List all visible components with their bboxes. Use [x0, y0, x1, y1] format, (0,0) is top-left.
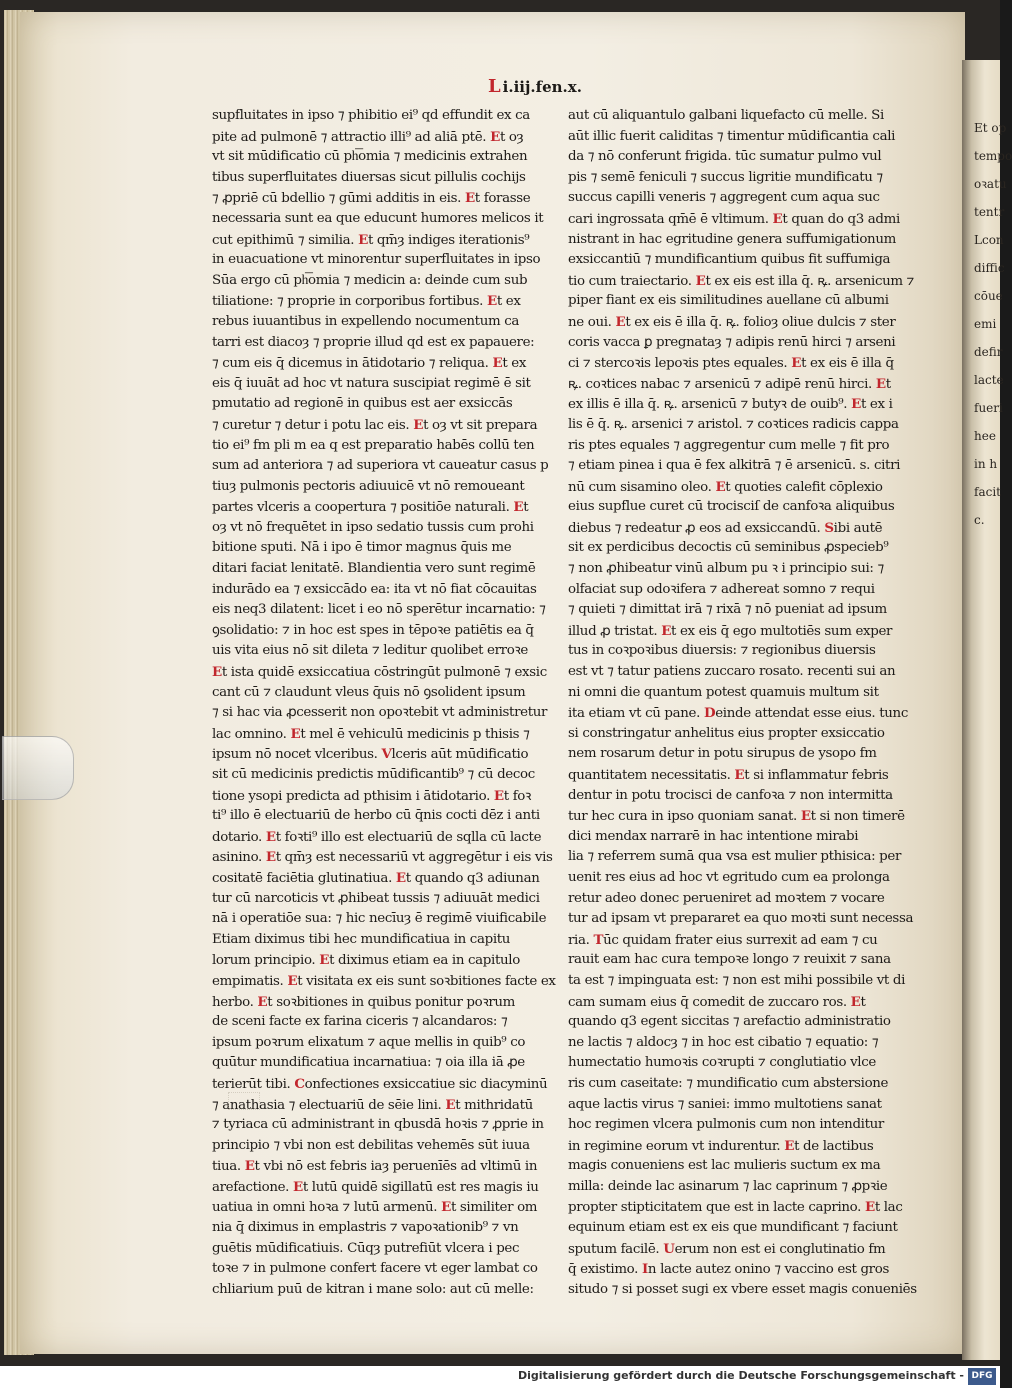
- text-line: diebus ⁊ redeatur ꝓ eos ad exsiccandū. Sibi autē: [568, 519, 883, 536]
- text-line: tiliatione: ⁊ proprie in corporibus fortibus. Et ex: [212, 293, 521, 310]
- text-line: cam sumam eius q̄ comedit de zuccaro ros. Et: [568, 993, 866, 1010]
- text-line: humectatio humoꝛis coꝛrupti ⁊ conglutiatio vlce: [568, 1055, 876, 1071]
- text-line: tur cū narcoticis vt ꝓhibeat tussis ⁊ adiuuāt medici: [212, 890, 540, 906]
- footer-text: Digitalisierung gefördert durch die Deutsche Forschungsgemeinschaft -: [517, 1369, 964, 1382]
- text-line: aque lactis virus ⁊ saniei: immo multotiens sanat: [568, 1096, 882, 1112]
- running-head: [488, 76, 648, 102]
- text-line: ni omni die quantum potest quamuis multum sit: [568, 684, 879, 700]
- text-line: herbo. Et soꝛbitiones in quibus ponitur poꝛrum: [212, 993, 516, 1010]
- text-line: principio ⁊ vbi non est debilitas vehemēs sūt iuua: [212, 1137, 530, 1153]
- text-line: ti⁹ illo ē electuariū de herbo cū q̄nis cocti dēz i anti: [212, 808, 540, 824]
- text-line: ris cum caseitate: ⁊ mundificatio cum abstersione: [568, 1075, 889, 1091]
- text-line: lorum principio. Et diximus etiam ea in capitulo: [212, 952, 520, 969]
- text-line: cositatē faciētia glutinatiua. Et quando q3 adiunan: [212, 869, 540, 886]
- text-line: hoc regimen vlcera pulmonis cum non intenditur: [568, 1117, 884, 1133]
- text-line: pmutatio ad regionē in quibus est aer exsiccās: [212, 396, 513, 412]
- text-line: ⁊ quieti ⁊ dimittat irā ⁊ rixā ⁊ nō pueniat ad ipsum: [568, 602, 887, 618]
- next-page-edge: [962, 60, 1012, 1360]
- text-line: propter stipticitatem que est in lacte caprino. Et lac: [568, 1199, 903, 1216]
- text-line: tur ad ipsam vt prepararet ea quo moꝛti sunt necessa: [568, 911, 914, 927]
- text-line: ris ptes equales ⁊ aggregentur cum melle ⁊ fit pro: [568, 437, 890, 453]
- text-line: oȝ vt nō frequētet in ipso sedatio tussis cum prohi: [212, 519, 534, 535]
- text-line: pis ⁊ semē feniculi ⁊ succus ligritie mundificatu ⁊: [568, 169, 883, 185]
- text-line: nem rosarum detur in potu sirupus de ysopo fm: [568, 746, 877, 762]
- text-line: ⁊ tyriaca cū administrant in qbusdā hoꝛis ⁊ ꝓprie in: [212, 1117, 544, 1133]
- plastic-clip: [2, 736, 74, 800]
- text-line: lis ē q̄. ꝶ. arsenici ⁊ aristol. ⁊ coꝛtices radicis cappa: [568, 416, 899, 432]
- text-line: tiuȝ pulmonis pectoris adiuuicē vt nō remoueant: [212, 478, 525, 494]
- next-page-fragment: fueri: [974, 401, 1003, 415]
- next-page-fragment: facit: [974, 485, 1001, 499]
- text-line: toꝛe ⁊ in pulmone confert facere vt eger lambat co: [212, 1261, 538, 1277]
- text-line: ditari faciat lenitatē. Blandientia vero sunt regimē: [212, 561, 536, 577]
- text-line: ⁊ si hac via ꝓcesserit non opoꝛtebit vt administretur: [212, 705, 548, 721]
- text-line: retur adeo donec perueniret ad moꝛtem ⁊ vocare: [568, 890, 885, 906]
- text-line: empimatis. Et visitata ex eis sunt soꝛbitiones facte ex: [212, 972, 556, 989]
- running-head-rubric: L: [488, 76, 501, 97]
- text-line: partes vlceris a coopertura ⁊ positiōe naturali. Et: [212, 499, 529, 516]
- text-line: ⁊ etiam pinea i qua ē fex alkitrā ⁊ ē arsenicū. s. citri: [568, 458, 901, 474]
- text-line: rauit eam hac cura tempoꝛe longo ⁊ reuixit ⁊ sana: [568, 952, 891, 968]
- text-line: tus in coꝛpoꝛibus diuersis: ⁊ regionibus diuersis: [568, 643, 876, 659]
- running-head-text: i.iij.fen.x.: [502, 78, 582, 96]
- next-page-fragment: lacte: [974, 373, 1004, 387]
- text-line: uis vita eius nō sit dileta ⁊ leditur quolibet erroꝛe: [212, 643, 528, 659]
- text-line: olfaciat sup odoꝛifera ⁊ adhereat somno ⁊ requi: [568, 581, 875, 597]
- next-page-fragment: c.: [974, 513, 985, 527]
- text-line: ⁊ ꝓpriē cū bdellio ⁊ gūmi additis in eis. Et forasse: [212, 190, 531, 207]
- text-line: ⁊ cum eis q̄ dicemus in ātidotario ⁊ reliqua. Et ex: [212, 355, 527, 372]
- text-line: ⁊ non ꝓhibeatur vinū album pu ꝛ i principio sui: ⁊: [568, 561, 884, 577]
- text-line: terierūt tibi. Confectiones exsiccatiue sic diacyminū: [212, 1075, 548, 1092]
- text-line: in euacuatione vt minorentur superfluitates in ipso: [212, 252, 541, 268]
- next-page-fragment: in h: [974, 457, 998, 471]
- text-line: aut cū aliquantulo galbani liquefacto cū melle. Si: [568, 108, 884, 123]
- text-line: cut epithimū ⁊ similia. Et qm̄ȝ indiges iterationis⁹: [212, 231, 530, 248]
- text-line: ⁊ curetur ⁊ detur i potu lac eis. Et oȝ vt sit prepara: [212, 416, 538, 433]
- next-page-fragment: Et op: [974, 121, 1007, 135]
- text-line: eis neq3 dilatent: licet i eo nō sperētur incarnatio: ⁊: [212, 602, 546, 618]
- text-line: aūt illic fuerit caliditas ⁊ timentur mūdificantia cali: [568, 128, 896, 144]
- text-line: Sūa ergo cū ph͞omia ⁊ medicin a: deinde cum sub: [212, 272, 528, 288]
- text-line: da ⁊ nō conferunt frigida. tūc sumatur pulmo vul: [568, 149, 882, 165]
- next-page-fragment: Lcon: [974, 233, 1004, 247]
- text-line: illud ꝓ tristat. Et ex eis q̄ ego multotiēs sum exper: [568, 622, 893, 639]
- text-line: nū cum sisamino oleo. Et quoties calefit cōplexio: [568, 478, 883, 495]
- text-line: sum ad anteriora ⁊ ad superiora vt caueatur casus p: [212, 458, 549, 474]
- text-line: uatiua in omni hoꝛa ⁊ lutū armenū. Et similiter om: [212, 1199, 538, 1216]
- text-line: eis q̄ iuuāt ad hoc vt natura suscipiat regimē ē sit: [212, 375, 531, 391]
- text-line: asinino. Et qm̄ȝ est necessariū vt aggregētur i eis vis: [212, 849, 553, 866]
- text-line: dentur in potu trocisci de canfoꝛa ⁊ non intermitta: [568, 787, 893, 803]
- next-page-fragment: oꝛatu: [974, 177, 1007, 191]
- text-line: magis conueniens est lac mulieris suctum ex ma: [568, 1158, 881, 1174]
- text-line: dici mendax narrarē in hac intentione mirabi: [568, 828, 859, 844]
- text-line: necessaria sunt ea que educunt humores melicos it: [212, 210, 544, 226]
- text-line: est vt ⁊ tatur patiens zuccaro rosato. recenti sui an: [568, 664, 896, 680]
- text-line: eius supflue curet cū trocisciſ de canfoꝛa aliquibus: [568, 499, 895, 515]
- text-line: tio cum traiectario. Et ex eis est illa q̄. ꝶ. arsenicum ⁊: [568, 272, 914, 289]
- text-line: supfluitates in ipso ⁊ phibitio ei⁹ qd effundit ex ca: [212, 108, 530, 123]
- text-line: tione ysopi predicta ad pthisim i ātidotario. Et foꝛ: [212, 787, 532, 804]
- right-column: [568, 106, 917, 1300]
- text-line: Et ista quidē exsiccatiua cōstringūt pulmonē ⁊ exsic: [212, 664, 547, 681]
- text-line: q̄ existimo. In lacte autez onino ⁊ vaccino est gros: [568, 1261, 889, 1278]
- text-line: tarri est diacoȝ ⁊ proprie illud qd est ex papauere:: [212, 334, 535, 350]
- text-line: piper fiant ex eis similitudines auellane cū albumi: [568, 293, 889, 309]
- text-line: tur hec cura in ipso quoniam sanat. Et si non timerē: [568, 808, 905, 825]
- text-line: nistrant in hac egritudine genera suffumigationum: [568, 231, 896, 247]
- text-line: guētis mūdificatiuis. Cūqȝ putrefiūt vlcera i pec: [212, 1240, 520, 1256]
- text-line: arefactione. Et lutū quidē sigillatū est res magis iu: [212, 1178, 539, 1195]
- text-line: si constringatur anhelitus eius propter exsiccatio: [568, 725, 885, 741]
- text-line: ne oui. Et ex eis ē illa q̄. ꝶ. folioȝ oliue dulcis ⁊ ster: [568, 313, 896, 330]
- text-line: quūtur mundificatiua incarnatiua: ⁊ oia illa iā ꝓe: [212, 1055, 525, 1071]
- text-line: ꝶ. coꝛtices nabac ⁊ arsenicū ⁊ adipē renū hirci. Et: [568, 375, 891, 392]
- text-line: rebus iuuantibus in expellendo nocumentum ca: [212, 313, 520, 329]
- text-line: quando q3 egent siccitas ⁊ arefactio administratio: [568, 1014, 891, 1030]
- text-line: de sceni facte ex farina ciceris ⁊ alcandaros: ⁊: [212, 1014, 508, 1030]
- text-line: Etiam diximus tibi hec mundificatiua in capitu: [212, 931, 511, 947]
- text-line: uenit res eius ad hoc vt egritudo cum ea prolonga: [568, 869, 890, 885]
- text-line: ci ⁊ stercoꝛis lepoꝛis ptes equales. Et ex eis ē illa q̄: [568, 355, 894, 372]
- text-line: nā i operatiōe sua: ⁊ hic necīuȝ ē regimē viuificabile: [212, 911, 547, 927]
- next-page-fragment: defir: [974, 345, 1003, 359]
- next-page-fragment: emi: [974, 317, 997, 331]
- text-line: sputum facilē. Uerum non est ei conglutinatio fm: [568, 1240, 886, 1257]
- text-line: chliarium puū de kitran i mane solo: aut cū melle:: [212, 1281, 534, 1297]
- library-stamp: [228, 1092, 260, 1110]
- text-line: ita etiam vt cū pane. Deinde attendat esse eius. tunc: [568, 705, 908, 722]
- text-line: ex illis ē illa q̄. ꝶ. arsenicū ⁊ butyꝛ de ouib⁹. Et ex i: [568, 396, 893, 413]
- text-line: indurādo ea ⁊ exsiccādo ea: ita vt nō fiat cōcauitas: [212, 581, 537, 597]
- text-line: in regimine eorum vt indurentur. Et de lactibus: [568, 1137, 874, 1154]
- text-line: ne lactis ⁊ aldocȝ ⁊ in hoc est cibatio ⁊ equatio: ⁊: [568, 1034, 879, 1050]
- next-page-fragment: diffic: [974, 261, 1005, 275]
- text-line: vt sit mūdificatio cū ph͞omia ⁊ medicinis extrahen: [212, 149, 528, 165]
- text-line: dotario. Et foꝛti⁹ illo est electuariū de sqlla cū lacte: [212, 828, 542, 845]
- text-line: exsiccantiū ⁊ mundificantium quibus fit suffumiga: [568, 252, 891, 268]
- next-page-fragment: hee: [974, 429, 996, 443]
- text-line: quantitatem necessitatis. Et si inflammatur febris: [568, 767, 889, 783]
- text-line: milla: deinde lac asinarum ⁊ lac caprinum ⁊ ꝓpꝛie: [568, 1178, 888, 1194]
- text-line: sit cū medicinis predictis mūdificantib⁹ ⁊ cū decoc: [212, 767, 535, 782]
- footer-bar: [0, 1366, 1000, 1388]
- text-line: tiua. Et vbi nō est febris iaȝ peruenīēs ad vltimū in: [212, 1158, 538, 1175]
- text-line: coris vacca ꝑ pregnataȝ ⁊ adipis renū hirci ⁊ arseni: [568, 334, 896, 350]
- text-line: situdo ⁊ si posset sugi ex vbere esset magis conueniēs: [568, 1281, 917, 1297]
- text-line: tibus superfluitates diuersas sicut pillulis cochijs: [212, 169, 526, 185]
- text-line: ipsum poꝛrum elixatum ⁊ aque mellis in quib⁹ co: [212, 1034, 526, 1050]
- text-line: ria. Tūc quidam frater eius surrexit ad eam ⁊ cu: [568, 931, 878, 948]
- text-line: sit ex perdicibus decoctis cū seminibus ꝓspecieb⁹: [568, 540, 889, 556]
- text-line: tio ei⁹ fm pli m ea q est preparatio habēs collū ten: [212, 437, 535, 453]
- text-line: pite ad pulmonē ⁊ attractio illi⁹ ad aliā ptē. Et oȝ: [212, 128, 524, 145]
- text-line: cant cū ⁊ claudunt vleus q̄uis nō ꝯsolident ipsum: [212, 684, 526, 700]
- next-page-fragment: cōue: [974, 289, 1003, 303]
- text-line: cari ingrossata qm̄ē ē vltimum. Et quan do q3 admi: [568, 210, 900, 227]
- text-line: ipsum nō nocet vlceribus. Vlceris aūt mūdificatio: [212, 746, 529, 763]
- text-line: ꝯsolidatio: ⁊ in hoc est spes in tēpoꝛe patiētis ea q̄: [212, 622, 534, 638]
- text-line: ta est ⁊ impinguata est: ⁊ non est mihi possibile vt di: [568, 972, 906, 988]
- text-line: equinum etiam est ex eis que mundificant ⁊ faciunt: [568, 1220, 898, 1236]
- text-line: bitione sputi. Nā i ipo ē timor magnus q̄uis me: [212, 540, 512, 556]
- next-page-fragment: tentr: [974, 205, 1005, 219]
- next-page-fragment: tempo: [974, 149, 1012, 163]
- text-line: nia q̄ diximus in emplastris ⁊ vapoꝛationib⁹ ⁊ vn: [212, 1220, 519, 1236]
- text-line: ⁊ anathasia ⁊ electuariū de sēie lini. Et mithridatū: [212, 1096, 533, 1113]
- left-column: [212, 106, 556, 1300]
- text-line: lac omnino. Et mel ē vehiculū medicinis p thisis ⁊: [212, 725, 530, 742]
- text-line: lia ⁊ referrem sumā qua vsa est mulier pthisica: per: [568, 849, 902, 865]
- text-line: succus capilli veneris ⁊ aggregent cum aqua suc: [568, 190, 880, 206]
- dfg-logo: DFG: [968, 1368, 996, 1385]
